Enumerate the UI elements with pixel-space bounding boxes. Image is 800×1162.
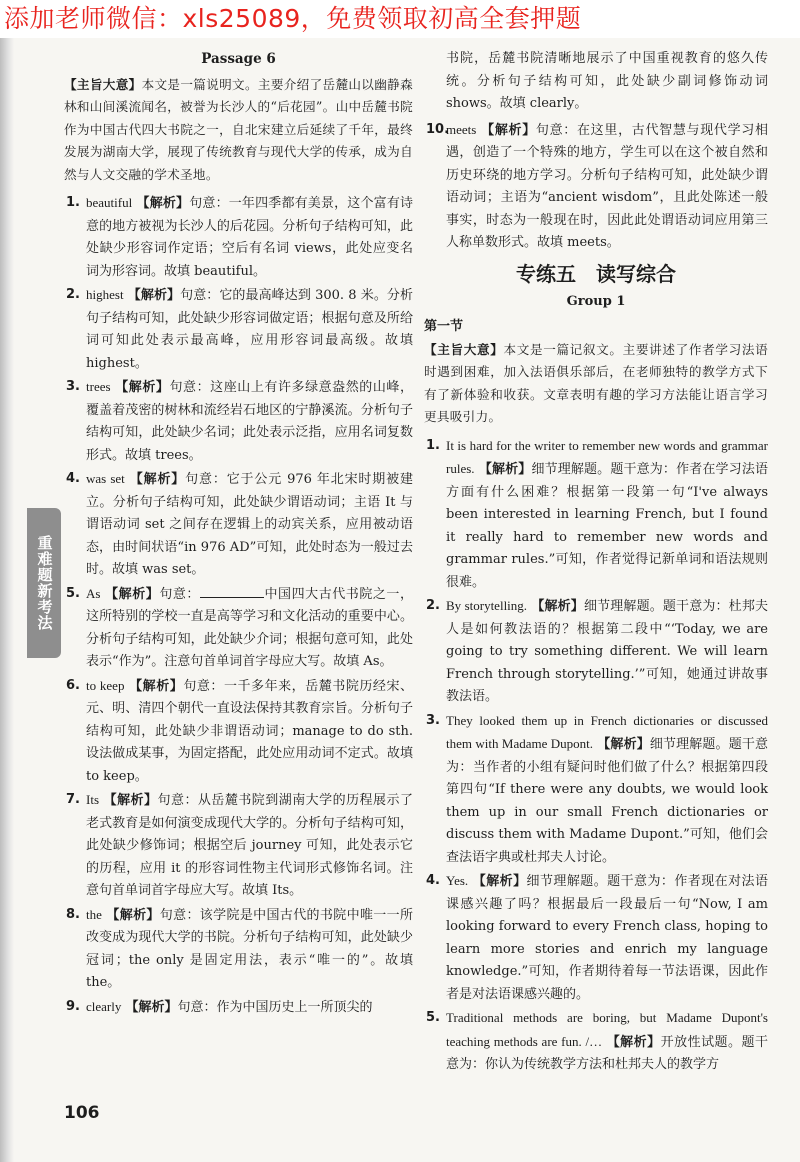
answer-text: They looked them up in French dictionaries or discussed them with Madame Dupont. <box>446 712 768 751</box>
answer-text: trees <box>86 379 111 394</box>
analysis-text: 句意：它的最高峰达到 300. 8 米。分析句子结构可知，此处缺少形容词做定语；根据句意及所给词可知此处表示最高峰，应用形容词最高级。故填 highest。 <box>86 288 413 371</box>
analysis-text: 细节理解题。题干意为：当作者的小组有疑问时他们做了什么？根据第四段第四句“If there were any doubts, we would look them up in our small French dictionaries or discuss them with Madame Dupont.”可知，他们会查法语字典或杜邦夫人讨论。 <box>446 737 768 865</box>
analysis-text: 开放性试题。题干意为：你认为传统教学方法和杜邦夫人的教学方 <box>446 1034 768 1072</box>
analysis-text: 句意：这座山上有许多绿意盎然的山峰，覆盖着茂密的树林和流经岩石地区的宁静溪流。分析句子结构可知，此处缺少名词；此处表示泛指，应用名词复数形式。故填 trees。 <box>86 380 413 463</box>
qa-item <box>424 595 768 709</box>
item-number: 8. <box>66 906 80 922</box>
analysis-label: 【解析】 <box>597 737 650 752</box>
answer-text: Its <box>86 792 99 807</box>
main-idea <box>424 339 768 429</box>
analysis-label: 【解析】 <box>472 874 527 889</box>
answer-list <box>64 192 413 1019</box>
main-idea-label: 【主旨大意】 <box>64 76 142 92</box>
qa-item <box>424 870 768 1006</box>
qa-item <box>424 1007 768 1077</box>
analysis-label: 【解析】 <box>103 793 158 808</box>
analysis-text: 句意：从岳麓书院到湖南大学的历程展示了老式教育是如何演变成现代大学的。分析句子结构可知，此处缺少修饰词；根据空后 journey 可知，此处表示它的历程，应用 it 的形容词性物主代词形式修饰名词。注意句首单词首字母应大写。故填 Its。 <box>86 793 413 898</box>
analysis-text: 细节理解题。题干意为：杜邦夫人是如何教法语的？根据第二段中“‘Today, we are going to try something different. We will learn French through storytelling.’”可知，她通过讲故事教法语。 <box>446 599 768 704</box>
answer-text: By storytelling. <box>446 598 528 613</box>
qa-item <box>424 710 768 870</box>
analysis-prefix: 句意： <box>159 586 200 602</box>
page-number: 106 <box>64 1103 100 1123</box>
main-idea-label: 【主旨大意】 <box>424 341 504 357</box>
answer-item <box>64 192 413 283</box>
analysis-text: 细节理解题。题干意为：作者在学习法语方面有什么困难？根据第一段第一句“I've always been interested in learning French, but I found it really hard to remember new words and grammar rules.”可知，作者觉得记新单词和语法规则很难。 <box>446 462 768 590</box>
answer-item <box>64 583 413 674</box>
analysis-label: 【解析】 <box>106 907 160 923</box>
item-number: 7. <box>66 792 80 807</box>
answer-text: Traditional methods are boring, but Madame Dupont's teaching methods are fun. /… <box>446 1010 768 1049</box>
group-title: Group 1 <box>566 293 626 309</box>
analysis-label: 【解析】 <box>478 462 532 477</box>
analysis-label: 【解析】 <box>136 196 190 211</box>
item-number: 6. <box>66 677 80 693</box>
analysis-label: 【解析】 <box>606 1034 661 1050</box>
analysis-label: 【解析】 <box>125 999 178 1015</box>
item-number: 3. <box>66 379 80 394</box>
answer-text: beautiful <box>86 195 133 210</box>
main-idea-text: 本文是一篇说明文。主要介绍了岳麓山以幽静森林和山间溪流闻名，被誉为长沙人的“后花园”。山中岳麓书院作为中国古代四大书院之一，自北宋建立后延续了千年，最终发展为湖南大学，展现了传统教育与现代大学的传承，成为自然与人文交融的学术圣地。 <box>64 76 413 182</box>
answer-item <box>64 675 413 789</box>
item-number: 4. <box>426 873 440 888</box>
analysis-label: 【解析】 <box>481 122 536 138</box>
item-number: 5. <box>66 585 80 601</box>
item-number: 1. <box>426 437 440 453</box>
qa-list <box>424 435 768 1077</box>
left-column <box>64 48 413 1020</box>
analysis-label: 【解析】 <box>129 678 184 694</box>
passage-title: Passage 6 <box>201 51 276 67</box>
item-number: 3. <box>426 712 440 728</box>
subsection-title: 第一节 <box>424 319 464 334</box>
item-number: 2. <box>426 598 440 613</box>
answer-text: It is hard for the writer to remember new words and grammar rules. <box>446 437 768 476</box>
analysis-text: 句意：该学院是中国古代的书院中唯一一所改变成为现代大学的书院。分析句子结构可知，此处缺少冠词；the only 是固定用法，表示“唯一的”。故填 the。 <box>86 907 413 990</box>
analysis-label: 【解析】 <box>127 288 181 303</box>
fill-blank <box>200 585 264 598</box>
analysis-text: 中国四大古代书院之一，这所特别的学校一直是高等学习和文化活动的重要中心。分析句子结构可知，此处缺少介词；根据句意可知，此处表示“作为”。注意句首单词首字母应大写。故填 As。 <box>86 586 413 669</box>
answer-text: meets <box>446 121 477 137</box>
analysis-label: 【解析】 <box>129 472 186 487</box>
right-column <box>424 48 768 1078</box>
answer-text: As <box>86 585 101 601</box>
analysis-text: 句意：它于公元 976 年北宋时期被建立。分析句子结构可知，此处缺少谓语动词；主语 It 与谓语动词 set 之间存在逻辑上的动宾关系，应用被动语态，由时间状语“in 976 AD”可知，此处时态为一般过去时。故填 was set。 <box>86 472 413 577</box>
item-number: 9. <box>66 998 80 1014</box>
analysis-text: 句意：在这里，古代智慧与现代学习相遇，创造了一个特殊的地方，学生可以在这个被自然和历史环绕的地方学习。分析句子结构可知，此处缺少谓语动词；主语为“ancient wisdom”，且此处陈述一般事实，时态为一般现在时，因此此处谓语动词应用第三人称单数形式。故填 meets。 <box>446 122 768 250</box>
item-number: 4. <box>66 471 80 486</box>
answer-item <box>64 284 413 375</box>
item-number: 1. <box>66 195 80 210</box>
analysis-label: 【解析】 <box>115 380 170 395</box>
answer-text: to keep <box>86 677 125 693</box>
answer-text: the <box>86 906 102 922</box>
answer-text: clearly <box>86 998 122 1014</box>
main-idea-text: 本文是一篇记叙文。主要讲述了作者学习法语时遇到困难，加入法语俱乐部后，在老师独特的教学方式下有了新体验和收获。文章表明有趣的学习方法能让语言学习更具吸引力。 <box>424 341 768 424</box>
promo-banner: 添加老师微信：xls25089，免费领取初高全套押题 <box>0 0 800 38</box>
item-number: 10. <box>426 121 450 137</box>
answer-list-continued <box>424 119 768 255</box>
answer-item <box>64 376 413 467</box>
analysis-text: 句意：一年四季都有美景，这个富有诗意的地方被视为长沙人的后花园。分析句子结构可知，此处缺少形容词作定语；空后有名词 views，此处应变名词为形容词。故填 beautiful。 <box>86 196 413 279</box>
analysis-text: 句意：一千多年来，岳麓书院历经宋、元、明、清四个朝代一直设法保持其教育宗旨。分析句子结构可知，此处缺少非谓语动词；manage to do sth. 设法做成某事，为固定搭配，此处应用动词不定式。故填 to keep。 <box>86 678 413 784</box>
item-number: 2. <box>66 287 80 302</box>
analysis-text: 句意：作为中国历史上一所顶尖的 <box>177 999 373 1015</box>
answer-item <box>64 904 413 995</box>
answer-text: highest <box>86 287 124 302</box>
side-section-tab: 重难题新考法 <box>27 508 61 658</box>
answer-item <box>424 119 768 255</box>
analysis-label: 【解析】 <box>105 586 160 602</box>
answer-item <box>64 996 413 1020</box>
answer-text: was set <box>86 471 125 486</box>
analysis-text: 细节理解题。题干意为：作者现在对法语课感兴趣了吗？根据最后一段最后一句“Now, I am looking forward to every French class, hoping to learn more stories and enrich my language knowledge.”可知，作者期待着每一节法语课，因此作者是对法语课感兴趣的。 <box>446 874 768 1002</box>
section-title: 专练五 读写综合 <box>516 261 676 286</box>
main-idea <box>64 74 413 187</box>
book-spine-shadow <box>0 38 14 1162</box>
answer-text: Yes. <box>446 873 469 888</box>
answer-item <box>64 468 413 582</box>
item-number: 5. <box>426 1010 440 1025</box>
answer-item <box>64 789 413 903</box>
continued-text: 书院，岳麓书院清晰地展示了中国重视教育的悠久传统。分析句子结构可知，此处缺少副词修饰动词 shows。故填 clearly。 <box>446 51 768 111</box>
analysis-label: 【解析】 <box>531 599 584 614</box>
qa-item <box>424 435 768 595</box>
